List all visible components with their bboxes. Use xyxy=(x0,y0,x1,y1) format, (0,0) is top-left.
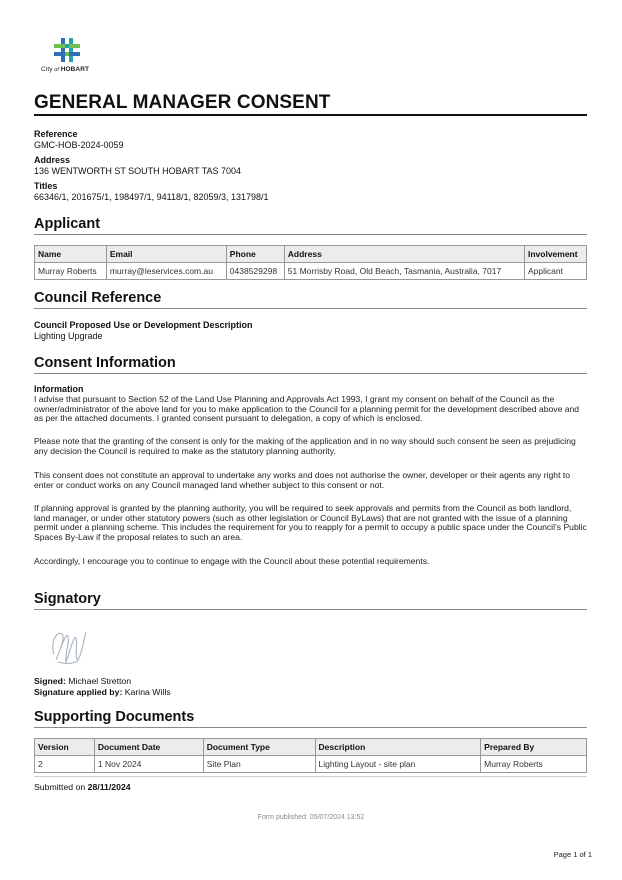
table-row xyxy=(35,263,587,280)
applicant-name: Murray Roberts xyxy=(35,263,107,280)
column-header: Phone xyxy=(226,246,284,263)
document-version: 2 xyxy=(35,756,95,773)
submitted-on: Submitted on 28/11/2024 xyxy=(34,782,131,792)
signatory-heading: Signatory xyxy=(34,591,101,607)
table-header-row xyxy=(35,739,587,756)
documents-rule xyxy=(34,727,587,728)
proposed-use-value: Lighting Upgrade xyxy=(34,331,103,341)
address-value: 136 WENTWORTH ST SOUTH HOBART TAS 7004 xyxy=(34,166,242,176)
column-header: Document Type xyxy=(203,739,315,756)
applicant-rule xyxy=(34,234,587,235)
document-type: Site Plan xyxy=(203,756,315,773)
consent-rule xyxy=(34,373,587,374)
applicant-heading: Applicant xyxy=(34,216,101,232)
council-reference-rule xyxy=(34,308,587,309)
applicant-phone: 0438529298 xyxy=(226,263,284,280)
signatory-rule xyxy=(34,609,587,610)
signature-image xyxy=(48,624,96,668)
documents-table xyxy=(34,738,587,773)
documents-bottom-rule xyxy=(34,776,587,777)
applicant-table xyxy=(34,245,587,280)
supporting-documents-heading: Supporting Documents xyxy=(34,709,195,725)
titles-label: Titles xyxy=(34,181,58,191)
page-number: Page 1 of 1 xyxy=(553,850,592,859)
applicant-address: 51 Morrisby Road, Old Beach, Tasmania, Australia, 7017 xyxy=(284,263,524,280)
column-header: Description xyxy=(315,739,481,756)
consent-paragraph-1: I advise that pursuant to Section 52 of the Land Use Planning and Approvals Act 1993, I grant my consent on behalf of the Council as the owner/administrator of the above land for you to make application to the Council for a planning permit for the development described above and as per the attached documents. I granted consent pursuant to delegation, a copy of which is enclosed. xyxy=(34,394,580,424)
form-published: Form published: 05/07/2024 13:52 xyxy=(257,814,365,821)
reference-value: GMC-HOB-2024-0059 xyxy=(34,140,124,150)
consent-paragraph-4: If planning approval is granted by the planning authority, you will be required to seek approvals and permits from the Council as both landlord, land manager, or under other statutory powers (such as other legislation or Council ByLaws) that are not granted with the issue of a planning permit under a planning scheme. This includes the requirement for you to reapply for a permit to occupy a public space under the Council’s Public Spaces By-Law if the proposal relates to such an area. xyxy=(34,503,587,542)
document-date: 1 Nov 2024 xyxy=(94,756,203,773)
column-header: Document Date xyxy=(94,739,203,756)
consent-heading: Consent Information xyxy=(34,355,176,371)
signature-applied-line: Signature applied by: Karina Wills xyxy=(34,687,171,697)
column-header: Involvement xyxy=(524,246,586,263)
table-row xyxy=(35,756,587,773)
signed-line: Signed: Michael Stretton xyxy=(34,676,132,686)
column-header: Prepared By xyxy=(481,739,587,756)
logo-caption: City of HOBART xyxy=(41,66,90,73)
proposed-use-label: Council Proposed Use or Development Description xyxy=(34,320,253,330)
consent-paragraph-2: Please note that the granting of the consent is only for the making of the application and in no way should such consent be seen as prejudicing any decision the Council is required to make as the statutory planning authority. xyxy=(34,436,576,456)
applicant-involvement: Applicant xyxy=(524,263,586,280)
document-prepared-by: Murray Roberts xyxy=(481,756,587,773)
column-header: Email xyxy=(106,246,226,263)
table-header-row xyxy=(35,246,587,263)
consent-paragraph-3: This consent does not constitute an approval to undertake any works and does not authorise the owner, developer or their agents any right to enter or conduct works on any Council managed land whether subject to this consent or not. xyxy=(34,470,571,490)
council-reference-heading: Council Reference xyxy=(34,290,162,306)
reference-label: Reference xyxy=(34,129,78,139)
column-header: Name xyxy=(35,246,107,263)
column-header: Address xyxy=(284,246,524,263)
document-description: Lighting Layout - site plan xyxy=(315,756,481,773)
page-title: GENERAL MANAGER CONSENT xyxy=(34,92,331,113)
column-header: Version xyxy=(35,739,95,756)
titles-value: 66346/1, 201675/1, 198497/1, 94118/1, 82059/3, 131798/1 xyxy=(34,192,269,202)
title-rule xyxy=(34,114,587,116)
address-label: Address xyxy=(34,155,71,165)
information-label: Information xyxy=(34,384,84,394)
consent-paragraph-5: Accordingly, I encourage you to continue to engage with the Council about these potential requirements. xyxy=(34,556,430,566)
applicant-email: murray@leservices.com.au xyxy=(106,263,226,280)
